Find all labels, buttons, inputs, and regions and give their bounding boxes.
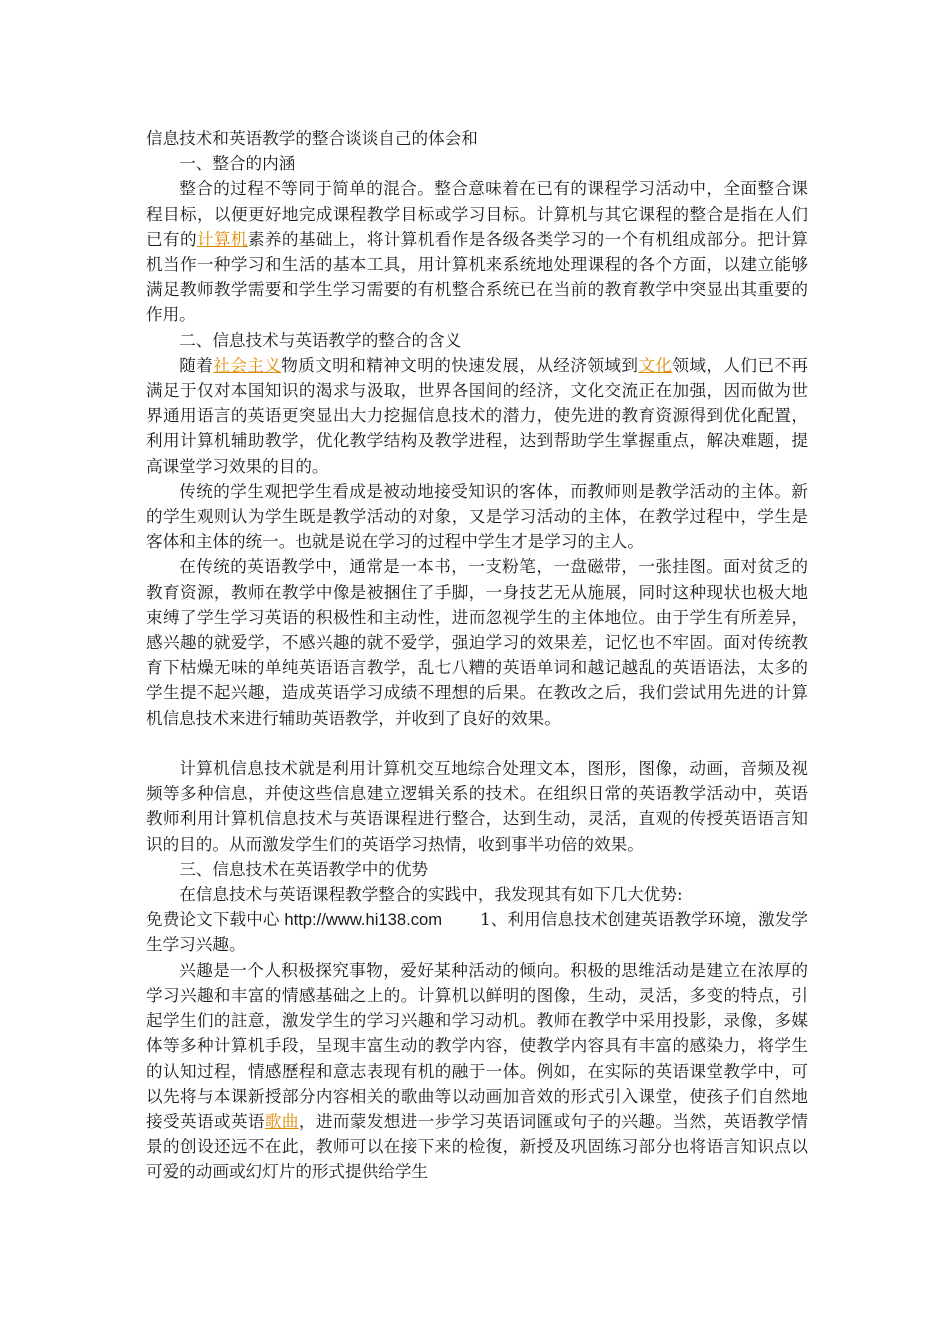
- link-socialism[interactable]: 社会主义: [213, 355, 282, 375]
- section-2-paragraph-2: 传统的学生观把学生看成是被动地接受知识的客体，而教师则是教学活动的主体。新的学生观则认为学生既是教学活动的对象，又是学习活动的主体，在教学过程中，学生是客体和主体的统一。也就是说在学习的过程中学生才是学习的主人。: [146, 481, 808, 552]
- section-2-paragraph-1: 随着社会主义物质文明和精神文明的快速发展，从经济领域到文化领域，人们已不再满足于仅对本国知识的渴求与汲取，世界各国间的经济，文化交流正在加强，因而做为世界通用语言的英语更突显出大力挖掘信息技术的潜力，使先进的教育资源得到优化配置，利用计算机辅助教学，优化教学结构及教学进程，达到帮助学生掌握重点，解决难题，提高课堂学习效果的目的。: [146, 355, 809, 476]
- section-1-heading: 一、整合的内涵: [179, 154, 296, 174]
- section-3-heading: 三、信息技术在英语教学中的优势: [179, 859, 429, 879]
- section-3-intro: 在信息技术与英语课程教学整合的实践中，我发现其有如下几大优势:: [179, 885, 683, 905]
- section-2-paragraph-3: 在传统的英语教学中，通常是一本书，一支粉笔，一盘磁带，一张挂图。面对贫乏的教育资源，教师在教学中像是被捆住了手脚，一身技艺无从施展，同时这种现状也极大地束缚了学生学习英语的积极性和主动性，进而忽视学生的主体地位。由于学生有所差异，感兴趣的就爱学，不感兴趣的就不爱学，强迫学习的效果差，记忆也不牢固。面对传统教育下枯燥无味的单纯英语语言教学，乱七八糟的英语单词和越记越乱的英语语法，太多的学生提不起兴趣，造成英语学习成绩不理想的后果。在教改之后，我们尝试用先进的计算机信息技术来进行辅助英语教学，并收到了良好的效果。: [146, 557, 808, 728]
- document-body: [146, 126, 808, 1185]
- point-1-text: 1、利用信息技术创建英语教学环境，激发学生学习兴趣。: [146, 910, 808, 955]
- section-2-paragraph-4: 计算机信息技术就是利用计算机交互地综合处理文本，图形，图像，动画，音频及视频等多种信息，并使这些信息建立逻辑关系的技术。在组织日常的英语教学活动中，英语教师利用计算机信息技术与英语课程进行整合，达到生动，灵活，直观的传授英语语言知识的目的。从而激发学生们的英语学习热情，收到事半功倍的效果。: [146, 759, 808, 854]
- document-title: 信息技术和英语教学的整合谈谈自己的体会和: [146, 129, 478, 148]
- free-download-label: 免费论文下载中心 http://www.hi138.com: [146, 910, 443, 930]
- link-songs[interactable]: 歌曲: [264, 1111, 299, 1131]
- link-computer[interactable]: 计算机: [196, 229, 248, 249]
- link-culture[interactable]: 文化: [638, 355, 673, 375]
- section-1-paragraph: 整合的过程不等同于简单的混合。整合意味着在已有的课程学习活动中，全面整合课程目标，以便更好地完成课程教学目标或学习目标。计算机与其它课程的整合是指在人们已有的计算机素养的基础上，将计算机看作是各级各类学习的一个有机组成部分。把计算机当作一种学习和生活的基本工具，用计算机来系统地处理课程的各个方面，以建立能够满足教师教学需要和学生学习需要的有机整合系统已在当前的教育教学中突显出其重要的作用。: [146, 179, 808, 325]
- blank-line: [146, 731, 808, 756]
- section-2-heading: 二、信息技术与英语教学的整合的含义: [179, 330, 462, 350]
- section-3-point-1: [146, 907, 808, 957]
- section-3-paragraph-1: 兴趣是一个人积极探究事物，爱好某种活动的倾向。积极的思维活动是建立在浓厚的学习兴趣和丰富的情感基础之上的。计算机以鲜明的图像，生动，灵活，多变的特点，引起学生们的註意，激发学生的学习兴趣和学习动机。教师在教学中采用投影，录像，多媒体等多种计算机手段，呈现丰富生动的教学内容，使教学内容具有丰富的感染力，将学生的认知过程，情感歷程和意志表现有机的融于一体。例如，在实际的英语课堂教学中，可以先将与本课新授部分内容相关的歌曲等以动画加音效的形式引入课堂，使孩子们自然地接受英语或英语歌曲，进而蒙发想进一步学习英语词匯或句子的兴趣。当然，英语教学情景的创设还远不在此，教师可以在接下来的检復，新授及巩固练习部分也将语言知识点以可爱的动画或幻灯片的形式提供给学生: [146, 960, 808, 1182]
